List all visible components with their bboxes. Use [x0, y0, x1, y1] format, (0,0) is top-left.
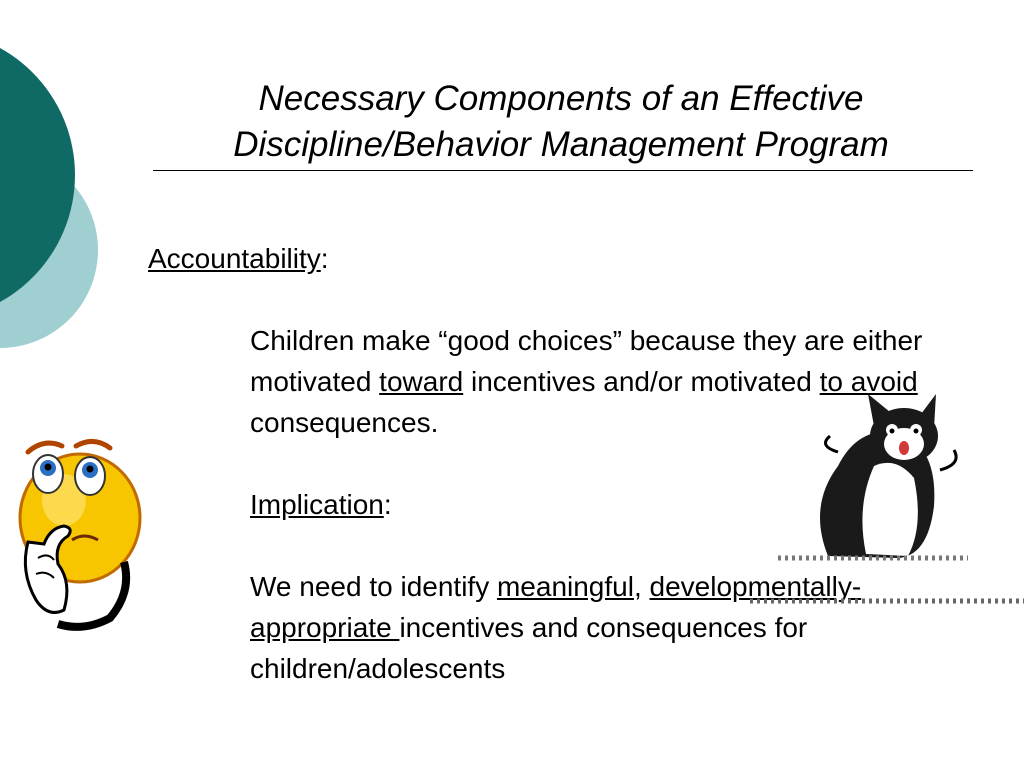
toward-text: toward	[379, 366, 464, 397]
implication-label: Implication	[250, 489, 384, 520]
to-avoid-text: to avoid	[819, 366, 918, 397]
dotted-divider	[750, 596, 1024, 606]
startled-cat-icon	[778, 386, 968, 566]
accountability-paragraph: Children make “good choices” because they are either motivated toward incentives and/or motivated to avoid consequences.	[250, 325, 923, 438]
developmentally-appropriate-text: developmentally-appropriate	[250, 571, 862, 643]
implication-paragraph: We need to identify meaningful, developmentally-appropriate incentives and consequences for children/adolescents	[250, 571, 862, 684]
accountability-label: Accountability	[148, 243, 321, 274]
meaningful-text: meaningful	[496, 571, 634, 602]
title-line-1: Necessary Components of an Effective	[258, 79, 864, 118]
title-line-2: Discipline/Behavior Management Program	[233, 125, 889, 164]
implication-heading: Implication:	[250, 489, 392, 520]
thinking-smiley-icon	[14, 432, 146, 632]
accountability-heading: Accountability:	[148, 243, 329, 274]
title-underline-rule	[153, 170, 973, 171]
slide-title	[150, 76, 972, 168]
